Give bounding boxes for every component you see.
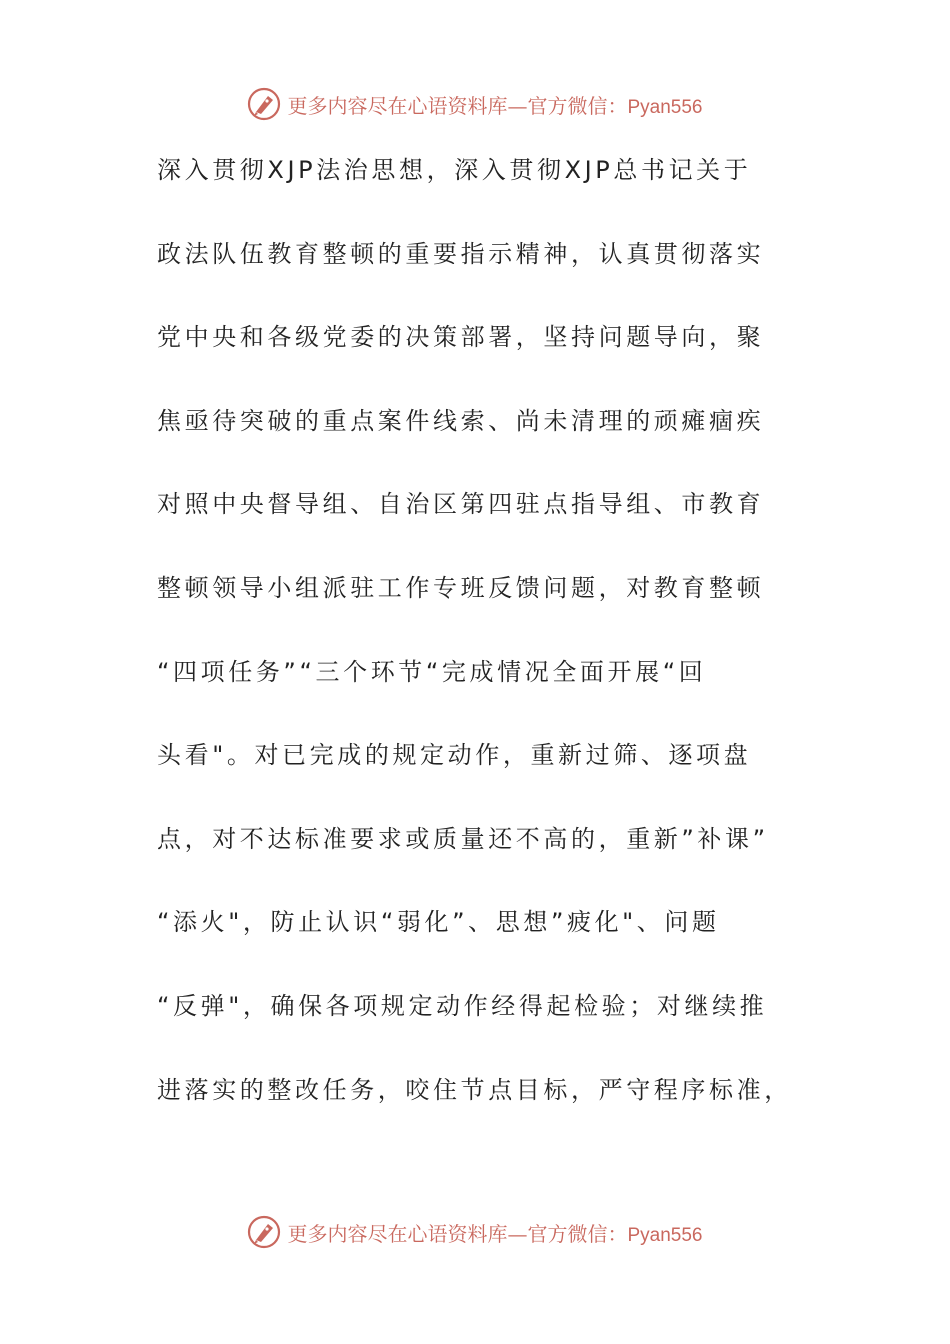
body-line: “添火"，防止认识“弱化”、思想”疲化"、问题: [157, 908, 720, 937]
footer-banner-account: Pyan556: [627, 1224, 703, 1246]
body-line: “四项任务”“三个环节“完成情况全面开展“回: [157, 657, 707, 686]
body-line: 焦亟待突破的重点案件线索、尚未清理的顽瘫痼疾: [157, 406, 765, 435]
pen-nib-logo-icon: [247, 87, 281, 121]
document-body: [157, 148, 807, 1151]
body-line: 政法队伍教育整顿的重要指示精神，认真贯彻落实: [157, 239, 765, 268]
body-line: 整顿领导小组派驻工作专班反馈问题，对教育整顿: [157, 573, 765, 602]
header-banner: [0, 84, 950, 124]
body-line: “反弹"，确保各项规定动作经得起检验；对继续推: [157, 991, 768, 1020]
body-line: 头看"。对已完成的规定动作，重新过筛、逐项盘: [157, 741, 752, 770]
body-line: 深入贯彻XJP法治思想，深入贯彻XJP总书记关于: [157, 156, 752, 184]
header-banner-main: 更多内容尽在心语资料库—官方微信：: [287, 93, 628, 118]
body-line: 进落实的整改任务，咬住节点目标，严守程序标准，: [157, 1075, 792, 1104]
footer-banner-text: [287, 1218, 702, 1247]
footer-banner-main: 更多内容尽在心语资料库—官方微信：: [287, 1221, 628, 1246]
header-banner-account: Pyan556: [627, 96, 703, 118]
body-line: 点，对不达标准要求或质量还不高的，重新”补课”: [157, 824, 769, 853]
body-line: 对照中央督导组、自治区第四驻点指导组、市教育: [157, 490, 765, 519]
pen-nib-logo-icon: [247, 1215, 281, 1249]
header-banner-text: [287, 90, 702, 119]
body-line: 党中央和各级党委的决策部署，坚持问题导向，聚: [157, 323, 765, 352]
footer-banner: [0, 1212, 950, 1252]
